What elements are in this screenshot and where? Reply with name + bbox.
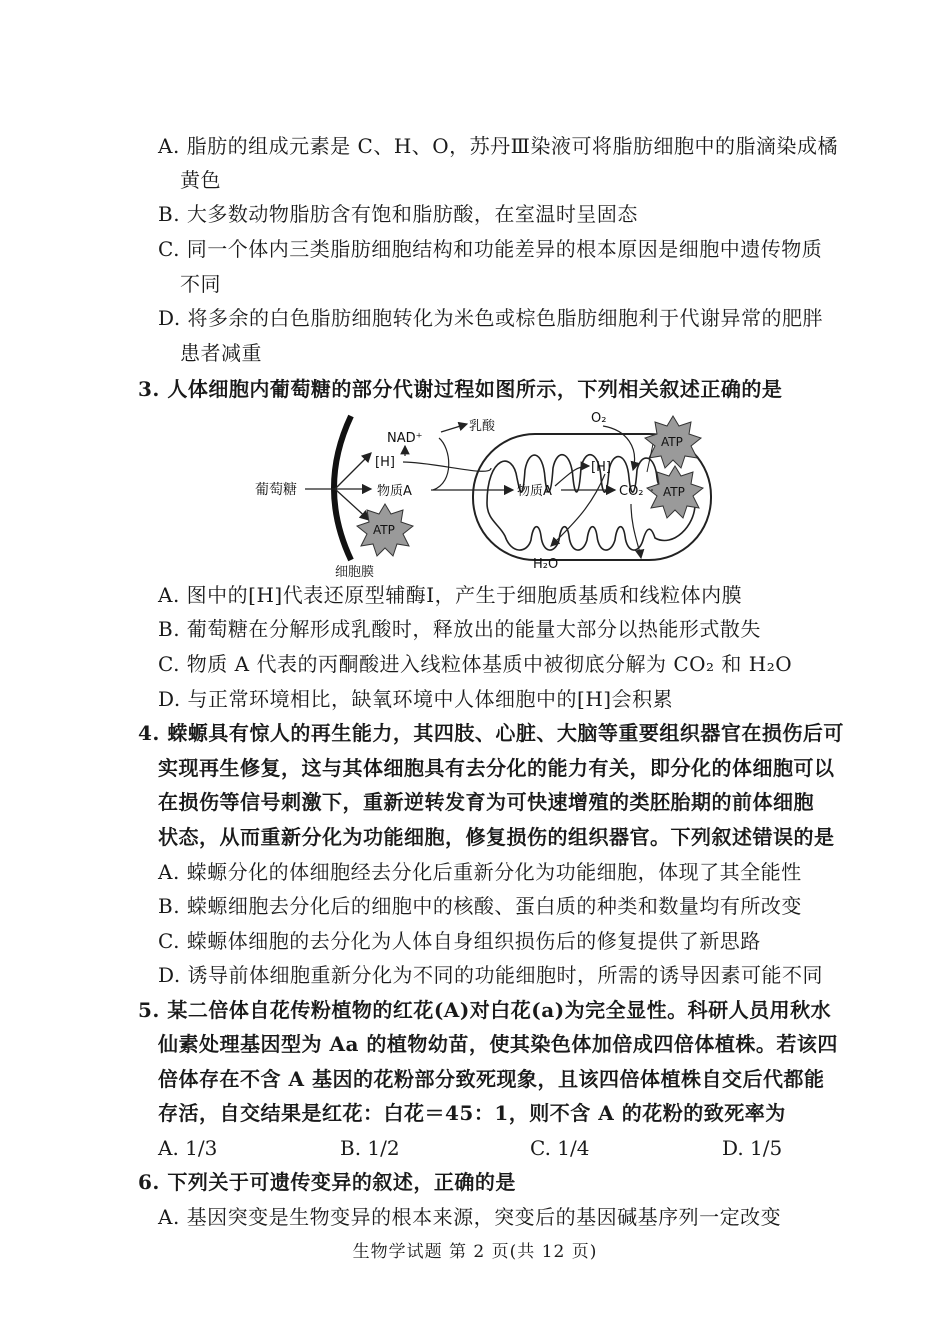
q3-option-b: B. 葡萄糖在分解形成乳酸时，释放出的能量大部分以热能形式散失 bbox=[158, 617, 761, 641]
q4-option-c: C. 蝾螈体细胞的去分化为人体自身组织损伤后的修复提供了新思路 bbox=[158, 929, 761, 953]
q5-stem-line2: 仙素处理基因型为 Aa 的植物幼苗，使其染色体加倍成四倍体植株。若该四 bbox=[158, 1032, 838, 1056]
q4-stem-line4: 状态，从而重新分化为功能细胞，修复损伤的组织器官。下列叙述错误的是 bbox=[158, 825, 835, 849]
h2o-label: H₂O bbox=[533, 557, 559, 572]
atp-star-left bbox=[357, 504, 413, 556]
co2-label: CO₂ bbox=[619, 484, 644, 499]
page-footer: 生物学试题 第 2 页(共 12 页) bbox=[352, 1242, 598, 1262]
lactate-label: 乳酸 bbox=[469, 419, 496, 434]
q4-option-b: B. 蝾螈细胞去分化后的细胞中的核酸、蛋白质的种类和数量均有所改变 bbox=[158, 894, 802, 918]
q6-stem: 6. 下列关于可遗传变异的叙述，正确的是 bbox=[138, 1170, 516, 1194]
q3-stem: 3. 人体细胞内葡萄糖的部分代谢过程如图所示，下列相关叙述正确的是 bbox=[138, 377, 783, 401]
q2-option-d-line2: 患者减重 bbox=[180, 341, 262, 365]
svg-text:ATP: ATP bbox=[663, 485, 685, 499]
substance-a-left-label: 物质A bbox=[377, 484, 412, 499]
q4-option-d: D. 诱导前体细胞重新分化为不同的功能细胞时，所需的诱导因素可能不同 bbox=[158, 963, 824, 987]
q3-option-a: A. 图中的[H]代表还原型辅酶Ⅰ，产生于细胞质基质和线粒体内膜 bbox=[158, 583, 743, 607]
atp-star-top bbox=[645, 416, 701, 468]
q5-stem-line4: 存活，自交结果是红花：白花＝45：1，则不含 A 的花粉的致死率为 bbox=[158, 1101, 786, 1125]
q6-option-a: A. 基因突变是生物变异的根本来源，突变后的基因碱基序列一定改变 bbox=[158, 1205, 782, 1229]
q4-option-a: A. 蝾螈分化的体细胞经去分化后重新分化为功能细胞，体现了其全能性 bbox=[158, 860, 802, 884]
q5-stem-line1: 5. 某二倍体自花传粉植物的红花(A)对白花(a)为完全显性。科研人员用秋水 bbox=[138, 998, 832, 1022]
q4-stem-line1: 4. 蝾螈具有惊人的再生能力，其四肢、心脏、大脑等重要组织器官在损伤后可 bbox=[138, 721, 844, 745]
q5-option-c: C. 1/4 bbox=[530, 1136, 590, 1160]
h-left-label: [H] bbox=[375, 455, 395, 470]
q4-stem-line2: 实现再生修复，这与其体细胞具有去分化的能力有关，即分化的体细胞可以 bbox=[158, 756, 835, 780]
q3-option-d: D. 与正常环境相比，缺氧环境中人体细胞中的[H]会积累 bbox=[158, 687, 674, 711]
q3-option-c: C. 物质 A 代表的丙酮酸进入线粒体基质中被彻底分解为 CO₂ 和 H₂O bbox=[158, 652, 793, 676]
q3-metabolism-diagram bbox=[255, 408, 725, 578]
nad-label: NAD⁺ bbox=[387, 431, 423, 446]
q2-option-a-line1: A. 脂肪的组成元素是 C、H、O，苏丹Ⅲ染液可将脂肪细胞中的脂滴染成橘 bbox=[158, 134, 838, 158]
q5-stem-line3: 倍体存在不含 A 基因的花粉部分致死现象，且该四倍体植株自交后代都能 bbox=[158, 1067, 825, 1091]
q2-option-c-line2: 不同 bbox=[180, 272, 221, 296]
substance-a-right-label: 物质A bbox=[517, 484, 552, 499]
svg-text:ATP: ATP bbox=[373, 523, 395, 537]
q2-option-b: B. 大多数动物脂肪含有饱和脂肪酸，在室温时呈固态 bbox=[158, 202, 638, 226]
svg-text:ATP: ATP bbox=[661, 435, 683, 449]
q5-option-d: D. 1/5 bbox=[722, 1136, 783, 1160]
q4-stem-line3: 在损伤等信号刺激下，重新逆转发育为可快速增殖的类胚胎期的前体细胞 bbox=[158, 790, 814, 814]
q2-option-d-line1: D. 将多余的白色脂肪细胞转化为米色或棕色脂肪细胞利于代谢异常的肥胖 bbox=[158, 306, 824, 330]
q5-option-a: A. 1/3 bbox=[158, 1136, 218, 1160]
h-right-label: [H] bbox=[591, 460, 611, 475]
q2-option-a-line2: 黄色 bbox=[180, 168, 221, 192]
glucose-label: 葡萄糖 bbox=[255, 482, 297, 498]
q2-option-c-line1: C. 同一个体内三类脂肪细胞结构和功能差异的根本原因是细胞中遗传物质 bbox=[158, 237, 823, 261]
o2-label: O₂ bbox=[591, 411, 607, 426]
membrane-label: 细胞膜 bbox=[335, 565, 375, 578]
q5-option-b: B. 1/2 bbox=[340, 1136, 400, 1160]
